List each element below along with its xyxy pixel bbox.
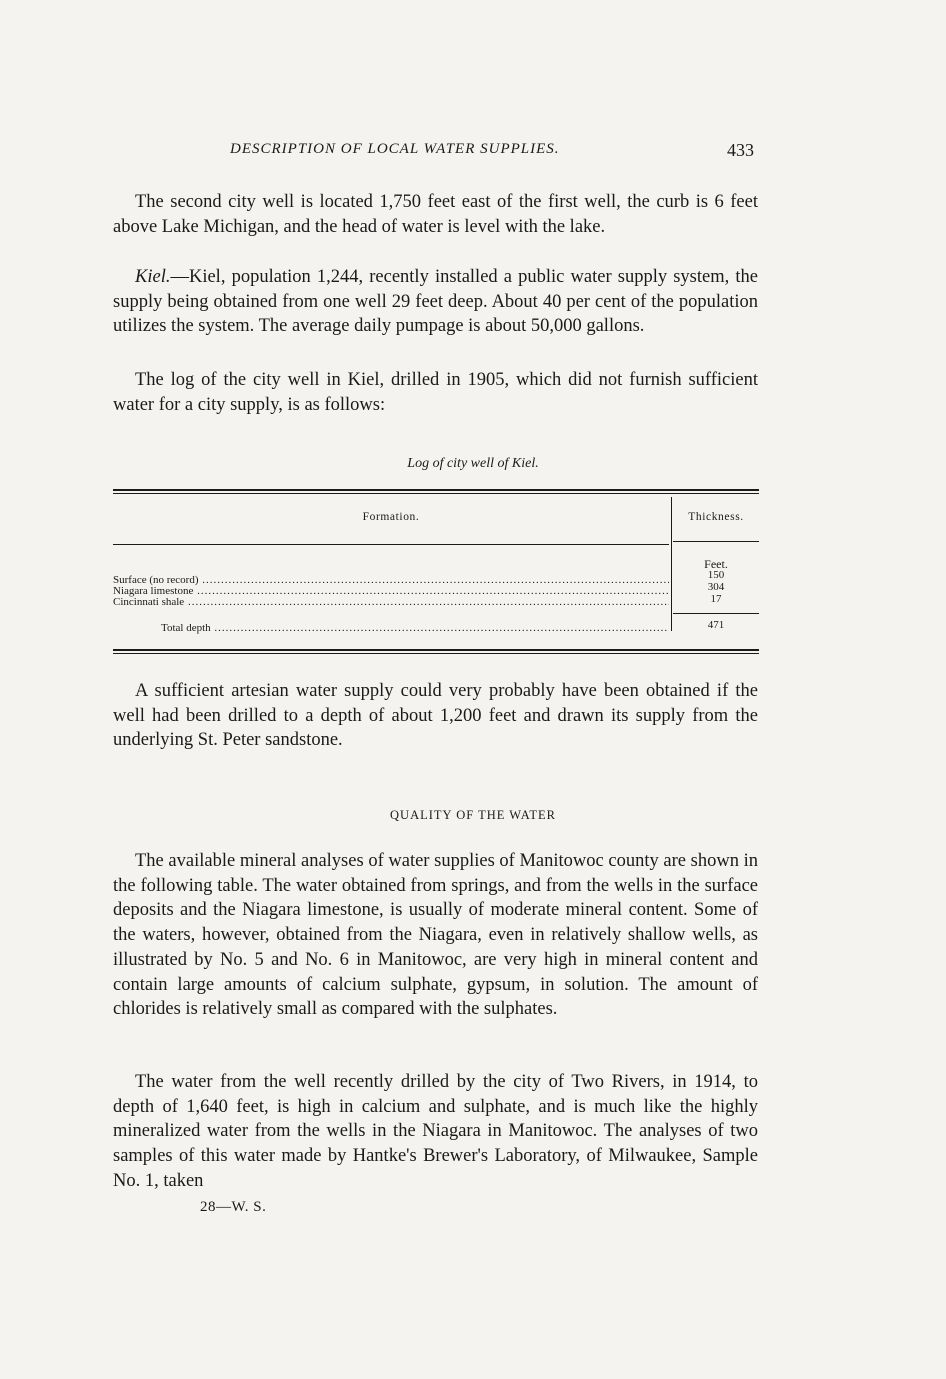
row-thickness-niagara: 304 [707, 581, 725, 593]
header-rule-left [113, 544, 669, 545]
table-top-rule [113, 489, 759, 494]
header-thickness: Thickness. [688, 511, 744, 523]
paragraph-mineral-analyses: The available mineral analyses of water supplies of Manitowoc county are shown in the following table. The water obtained from springs, and from the wells in the surface deposits and the Niagara limestone, is usually of moderate mineral content. Some of the waters, however, obtained from the Niagara, even in relatively shallow wells, as illustrated by No. 5 and No. 6 in Manitowoc, are very high in mineral content and contain large amounts of calcium sulphate, gypsum, in solution. The amount of chlorides is relatively small as compared with the sulphates. [113, 851, 758, 1020]
table-bottom-rule [113, 649, 759, 654]
unit-feet: Feet. [704, 557, 728, 571]
row-formation-niagara: Niagara limestone ..... [113, 586, 669, 598]
row-formation-surface: Surface (no record) ..... [113, 575, 669, 587]
row-formation-cincinnati: Cincinnati shale ..... [113, 597, 669, 609]
row-thickness-surface: 150 [707, 569, 725, 581]
header-rule-right [673, 541, 759, 542]
column-divider [671, 497, 672, 631]
header-formation: Formation. [362, 511, 420, 523]
table-caption: Log of city well of Kiel. [407, 456, 539, 471]
paragraph-two-rivers: The water from the well recently drilled by the city of Two Rivers, in 1914, to depth of 1,640 feet, is high in calcium and sulphate, and is much like the highly mineralized water from the wells in the Niagara in Manitowoc. The analyses of two samples of this water made by Hantke's Brewer's Laboratory, of Milwaukee, Sample No. 1, taken [113, 1072, 758, 1191]
total-rule [673, 613, 759, 614]
signature-mark: 28—W. S. [200, 1199, 267, 1215]
kiel-lead: Kiel. [135, 267, 171, 287]
running-title: DESCRIPTION OF LOCAL WATER SUPPLIES. [230, 141, 560, 157]
well-log-table [113, 489, 759, 655]
kiel-text: —Kiel, population 1,244, recently installed a public water supply system, the supply being obtained from one well 29 feet deep. About 40 per cent of the population utilizes the system. The average daily pumpage is about 50,000 gallons. [113, 267, 758, 337]
row-total-value: 471 [707, 619, 725, 631]
paragraph-second-city-well: The second city well is located 1,750 feet east of the first well, the curb is 6 feet above Lake Michigan, and the head of water is level with the lake. [113, 192, 758, 237]
page-number: 433 [727, 140, 754, 160]
paragraph-log-intro: The log of the city well in Kiel, drilled in 1905, which did not furnish sufficient water for a city supply, is as follows: [113, 370, 758, 415]
row-total-label: Total depth ..... [113, 623, 669, 635]
row-thickness-cincinnati: 17 [710, 593, 722, 605]
section-heading: QUALITY OF THE WATER [390, 808, 556, 822]
paragraph-artesian: A sufficient artesian water supply could very probably have been obtained if the well had been drilled to a depth of about 1,200 feet and drawn its supply from the underlying St. Peter sandstone. [113, 681, 758, 751]
paragraph-kiel [113, 265, 758, 339]
